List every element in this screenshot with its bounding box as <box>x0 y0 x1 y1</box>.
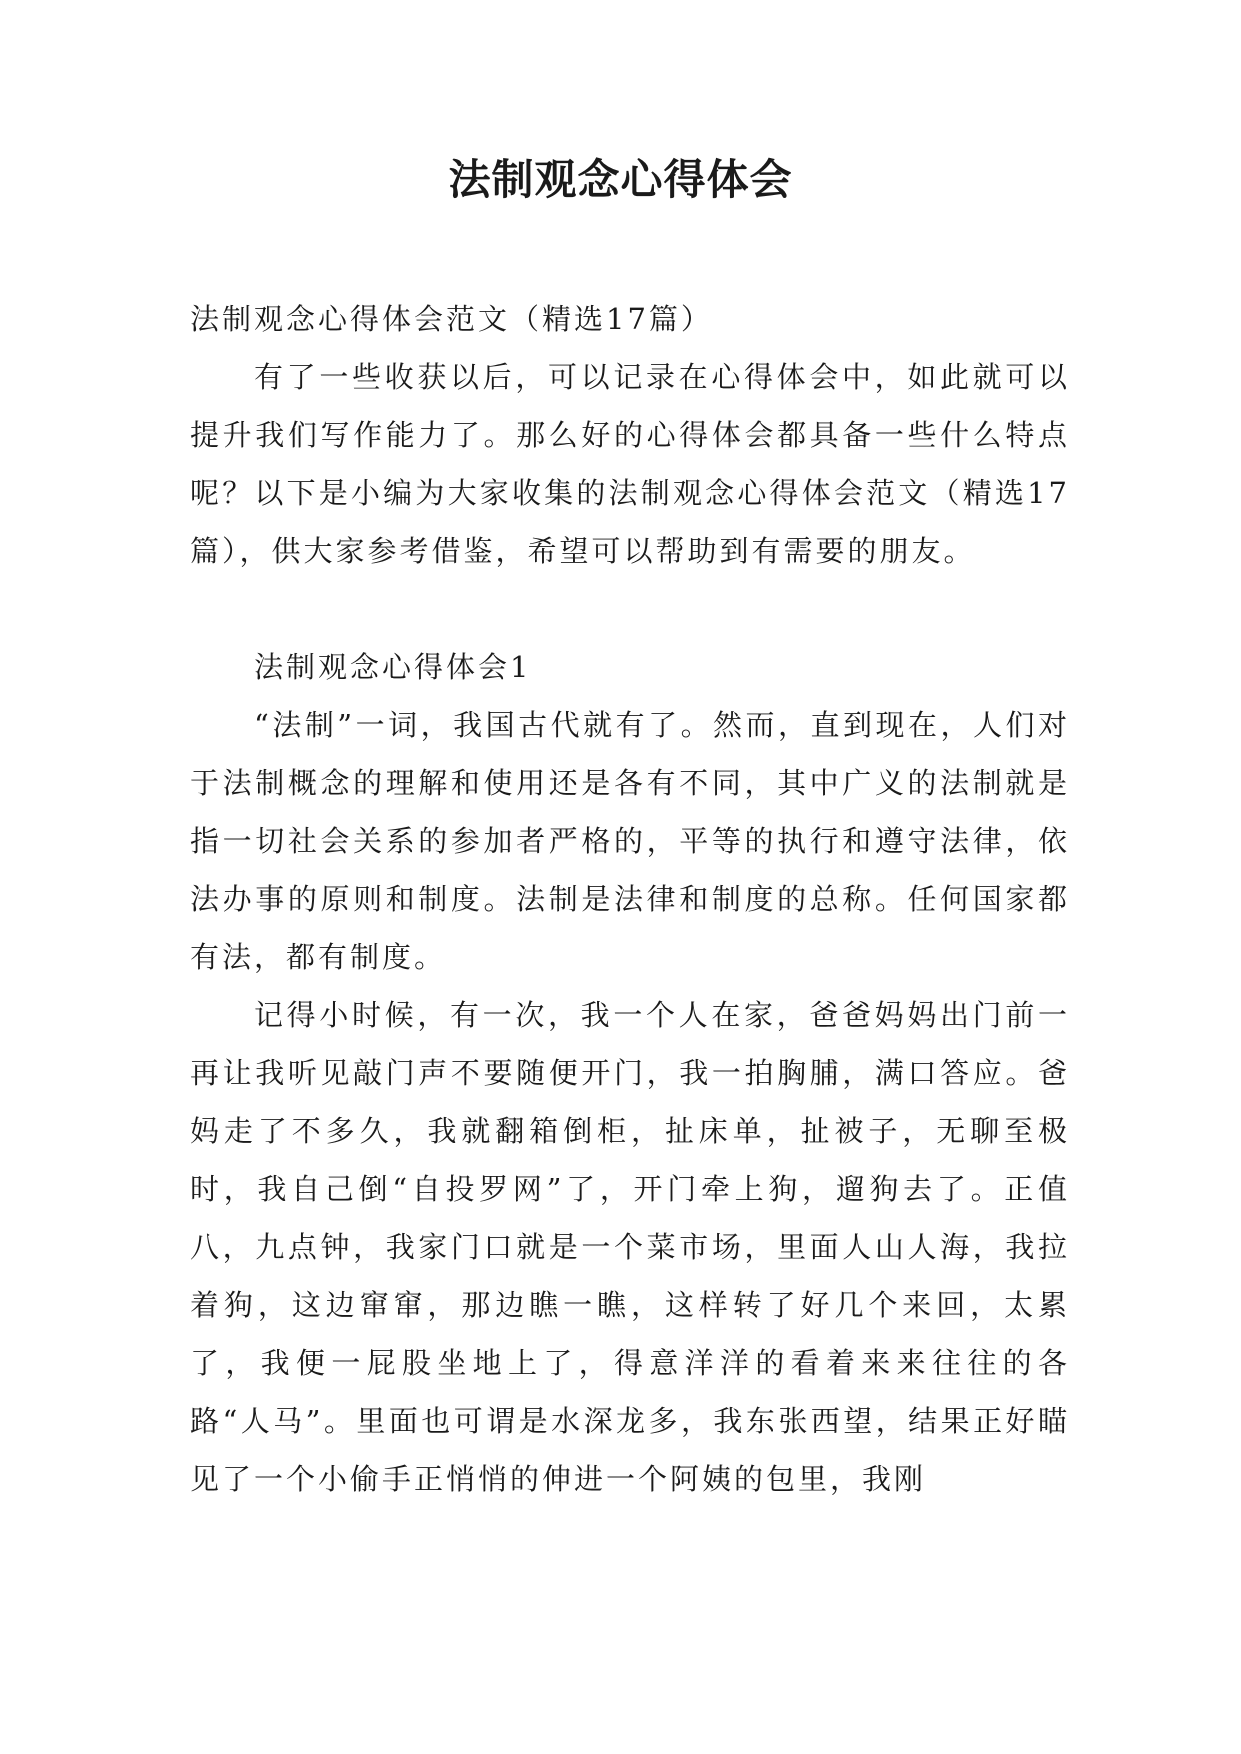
document-body <box>190 290 1070 1508</box>
body-paragraph-2: 记得小时候，有一次，我一个人在家，爸爸妈妈出门前一再让我听见敲门声不要随便开门，我一拍胸脯，满口答应。爸妈走了不多久，我就翻箱倒柜，扯床单，扯被子，无聊至极时，我自己倒“自投罗网”了，开门牵上狗，遛狗去了。正值八，九点钟，我家门口就是一个菜市场，里面人山人海，我拉着狗，这边窜窜，那边瞧一瞧，这样转了好几个来回，太累了，我便一屁股坐地上了，得意洋洋的看着来来往往的各路“人马”。里面也可谓是水深龙多，我东张西望，结果正好瞄见了一个小偷手正悄悄的伸进一个阿姨的包里，我刚 <box>190 998 1070 1496</box>
document-subtitle: 法制观念心得体会范文（精选17篇） <box>190 302 713 336</box>
document-title: 法制观念心得体会 <box>448 155 793 204</box>
intro-paragraph: 有了一些收获以后，可以记录在心得体会中，如此就可以提升我们写作能力了。那么好的心得体会都具备一些什么特点呢？以下是小编为大家收集的法制观念心得体会范文（精选17篇），供大家参考借鉴，希望可以帮助到有需要的朋友。 <box>190 360 1070 568</box>
section-spacer <box>190 580 1070 638</box>
section-heading: 法制观念心得体会1 <box>254 650 532 684</box>
body-paragraph-1: “法制”一词，我国古代就有了。然而，直到现在，人们对于法制概念的理解和使用还是各有不同，其中广义的法制就是指一切社会关系的参加者严格的，平等的执行和遵守法律，依法办事的原则和制度。法制是法律和制度的总称。任何国家都有法，都有制度。 <box>190 708 1070 974</box>
